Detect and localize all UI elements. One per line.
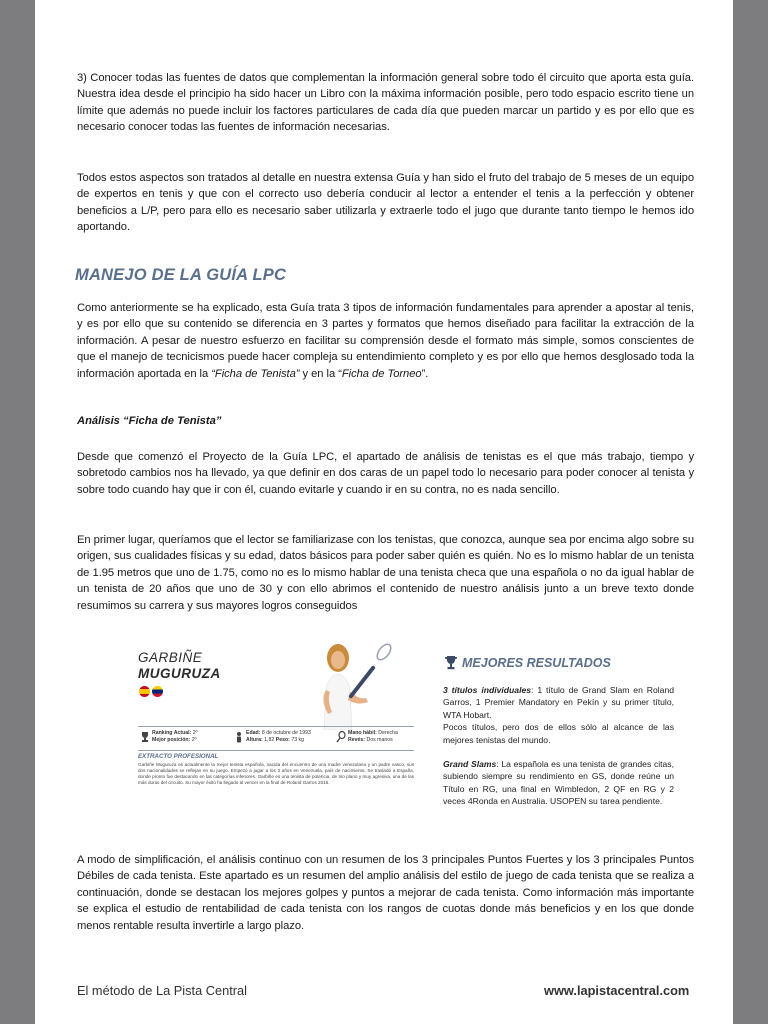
person-icon [234,731,244,743]
document-page [35,0,733,1024]
play-style-stat: Mano hábil: Derecha Revés: Dos manos [348,730,398,743]
subheading-ficha-tenista: Análisis “Ficha de Tenista” [77,415,222,427]
player-card-figure [130,634,675,834]
ranking-stat: Ranking Actual: 2º Mejor posición: 2º [152,730,198,743]
card-divider [138,750,414,751]
physical-stat: Edad: 8 de octubre de 1993 Altura: 1,82 Peso: 73 kg [246,730,311,743]
paragraph-proyecto-guia: Desde que comenzó el Proyecto de la Guía LPC, el apartado de análisis de tenistas es el que más trabajo, tiempo y sobretodo cambios nos ha llevado, ya que definir en dos caras de un papel todo lo necesario para poder conocer al tenista y sobre todo cuando hay que ir con él, cuando evitarle y cuando ir en su contra, no es nada sencillo. [77,451,694,496]
paragraph-fuentes-datos: 3) Conocer todas las fuentes de datos que complementan la información general sobre todo él circuito que aporta esta guía. Nuestra idea desde el principio ha sido hacer un Libro con la máxima información posible, pero todo espacio escrito tiene un límite que además no puede incluir los factores particulares de cada día que pueden marcar un partido y es por ello que es necesario conocer todas las fuentes de información necesarias. [77,72,694,134]
section-title: MANEJO DE LA GUÍA LPC [75,266,287,284]
trophy-icon [140,731,150,743]
venezuela-flag-icon [152,686,163,697]
player-first-name: GARBIÑE [138,650,203,665]
player-photo [300,638,410,730]
player-last-name: MUGURUZA [138,666,221,681]
paragraph-aspectos-tratados: Todos estos aspectos son tratados al detalle en nuestra extensa Guía y han sido el fruto del trabajo de 5 meses de un equipo de expertos en tenis y que con el correcto uso debería conducir al lector a entender el tenis a la perfección y obtener beneficios a L/P, pero para ello es necesario saber utilizarla y extraerle todo el jugo que durante tanto tiempo le hemos ido aportando. [77,172,694,234]
player-stats [138,728,414,750]
mejores-resultados-titulos: 3 títulos individuales: 1 título de Grand Slam en Roland Garros, 1 Premier Mandatory en Pekín y su primer título, WTA Hobart. Pocos títulos, pero dos de ellos sólo al alcance de las mejores tenistas del mundo. [443,685,675,745]
extracto-body: Garbiñe Muguruza es actualmente la mejor tenista española, nacida del encuentro de una madre venezolana y un padre vasco, sus dos nacionalidades se reflejan en su juego. Empezó a jugar a los 3 años en Venezuela, país de nacimiento. Se trasladó a España, donde pronto fue destacando en las categorías inferiores. Garbiñe es una tenista de potencia, de tiro plano y muy agresiva, una de las más duras del circuito. Su mayor éxito ha llegado al vencer en la final de Roland Garros 2016. [138,762,414,785]
racket-icon [336,731,346,743]
paragraph-manejo-guia: Como anteriormente se ha explicado, esta Guía trata 3 tipos de información fundamentales para aprender a apostar al tenis, y es por ello que su contenido se diferencia en 3 partes y formatos que hemos diseñado para facilitar la extracción de la información. A pesar de nuestro esfuerzo en facilitar su comprensión desde el formato más simple, somos conscientes de que el manejo de tecnicismos puede hacer compleja su entendimiento completo y es por ello que hemos desglosado toda la información aportada en la “Ficha de Tenista” y en la “Ficha de Torneo”. [77,302,694,380]
mejores-resultados-grand-slams: Grand Slams: La española es una tenista de grandes citas, subiendo siempre su rendimiento en GS, donde reúne un Título en RG, una final en Wimbledon, 2 QF en RG y 2 veces 4Ronda en Australia. USOPEN su tarea pendiente. [443,759,674,807]
paragraph-primer-lugar: En primer lugar, queríamos que el lector se familiarizase con los tenistas, que conozca, aunque sea por encima algo sobre su origen, sus cualidades físicas y su edad, datos básicos para poder saber quién es quién. No es lo mismo hablar de un tenista de 1.95 metros que uno de 1.75, como no es lo mismo hablar de una tenista checa que una española o no da igual hablar de un tenista de 20 años que uno de 30 y con ello abrimos el contenido de nuestro análisis junto a un breve texto donde resumimos su carrera y sus mayores logros conseguidos [77,534,694,612]
footer-title: El método de La Pista Central [77,983,248,998]
paragraph-simplificacion: A modo de simplificación, el análisis continuo con un resumen de los 3 principales Puntos Fuertes y los 3 principales Puntos Débiles de cada tenista. Este apartado es un resumen del amplio análisis del estilo de juego de cada tenista que se realiza a continuación, donde se destacan los mejores golpes y puntos a mejorar de cada tenista. Como información más importante se explica el estudio de rentabilidad de cada tenista con los rangos de cuotas donde más beneficios y en los que donde menos rentable resulta invertirle a largo plazo. [77,854,694,932]
mejores-resultados-title: MEJORES RESULTADOS [462,656,611,670]
spain-flag-icon [139,686,150,697]
card-divider [138,726,414,727]
trophy-icon [444,655,458,670]
footer-website: www.lapistacentral.com [544,983,690,998]
extracto-title: EXTRACTO PROFESIONAL [138,753,219,760]
